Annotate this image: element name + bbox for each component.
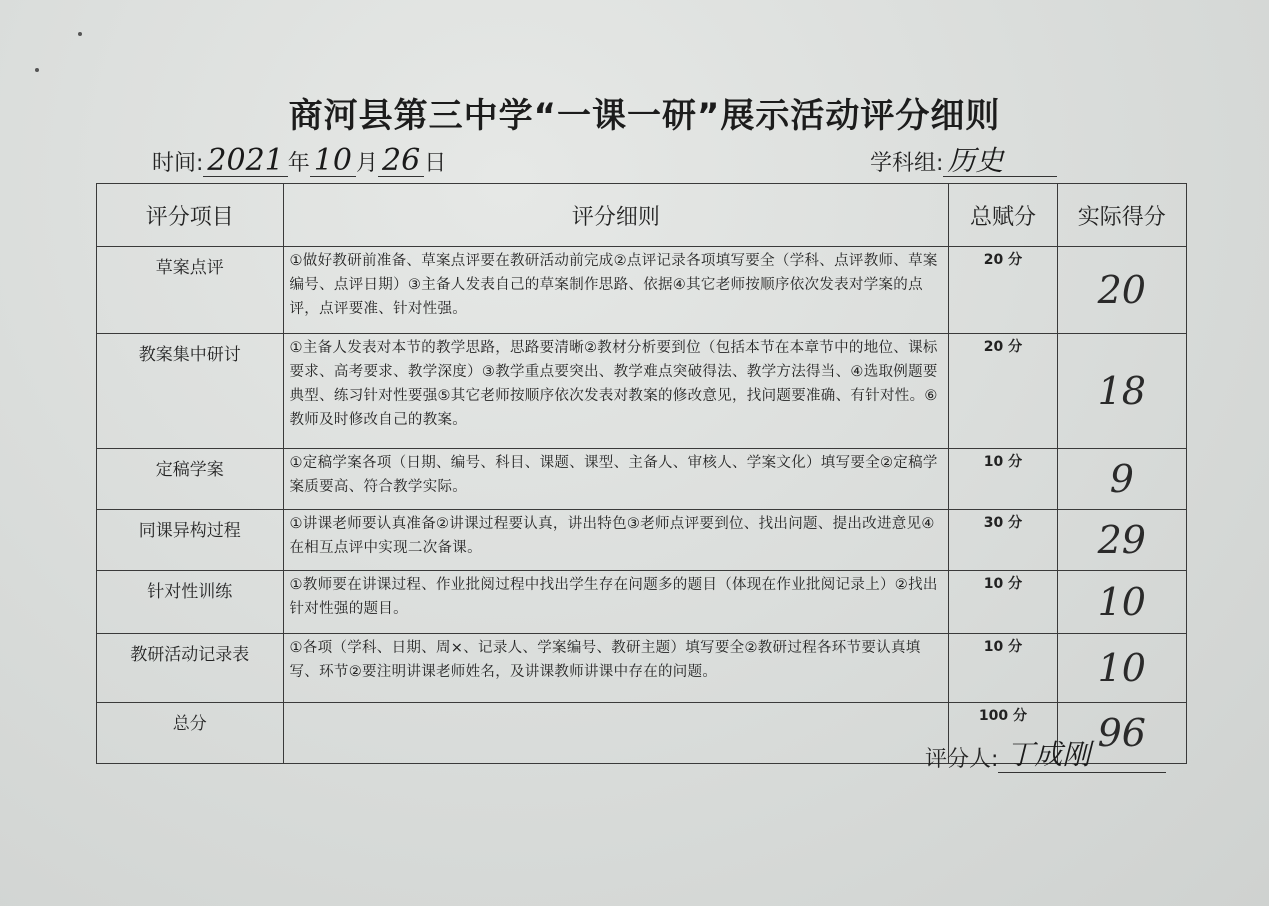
row-item: 教案集中研讨 [97, 334, 284, 449]
row-score: 10 [1057, 634, 1186, 703]
year-label: 年 [287, 151, 310, 176]
row-item: 草案点评 [97, 247, 284, 334]
grader-label: 评分人: [925, 747, 999, 772]
scoring-table [96, 183, 1187, 764]
paper-speck [35, 68, 39, 72]
row-points: 20 分 [949, 334, 1057, 449]
row-score: 18 [1057, 334, 1186, 449]
subject-label: 学科组: [870, 151, 944, 176]
table-row [97, 334, 1187, 449]
row-item: 针对性训练 [97, 571, 284, 634]
row-rule: ①主备人发表对本节的教学思路，思路要清晰②教材分析要到位（包括本节在本章节中的地位、课标要求、高考要求、教学深度）③教学重点要突出、教学难点突破得法、教学方法得当、④选取例题要典型、练习针对性要强⑤其它老师按顺序依次发表对教案的修改意见，找问题要准确、有针对性。⑥教师及时修改自己的教案。 [283, 334, 949, 449]
row-rule: ①讲课老师要认真准备②讲课过程要认真，讲出特色③老师点评要到位、找出问题、提出改进意见④在相互点评中实现二次备课。 [283, 510, 949, 571]
month-label: 月 [355, 151, 378, 176]
total-rule [283, 703, 949, 764]
row-rule: ①各项（学科、日期、周×、记录人、学案编号、教研主题）填写要全②教研过程各环节要认真填写、环节②要注明讲课老师姓名，及讲课教师讲课中存在的问题。 [283, 634, 949, 703]
row-score: 9 [1057, 449, 1186, 510]
row-points: 30 分 [949, 510, 1057, 571]
total-label: 总分 [97, 703, 284, 764]
paper-speck [78, 32, 82, 36]
table-row [97, 571, 1187, 634]
total-points: 100 分 [949, 703, 1057, 764]
table-row [97, 634, 1187, 703]
header-score: 实际得分 [1057, 184, 1186, 247]
header-item: 评分项目 [97, 184, 284, 247]
row-rule: ①做好教研前准备、草案点评要在教研活动前完成②点评记录各项填写要全（学科、点评教师、草案编号、点评日期）③主备人发表自己的草案制作思路、依据④其它老师按顺序依次发表对学案的点评，点评要准、针对性强。 [283, 247, 949, 334]
year-value: 2021 [203, 146, 287, 177]
table-row [97, 449, 1187, 510]
row-item: 定稿学案 [97, 449, 284, 510]
row-score: 29 [1057, 510, 1186, 571]
header-rule: 评分细则 [283, 184, 949, 247]
table-row [97, 247, 1187, 334]
subject-value: 历史 [943, 146, 1057, 177]
row-points: 20 分 [949, 247, 1057, 334]
header-points: 总赋分 [949, 184, 1057, 247]
document-title: 商河县第三中学“一课一研”展示活动评分细则 [288, 96, 1001, 136]
row-item: 同课异构过程 [97, 510, 284, 571]
row-rule: ①定稿学案各项（日期、编号、科目、课题、课型、主备人、审核人、学案文化）填写要全②定稿学案质要高、符合教学实际。 [283, 449, 949, 510]
row-points: 10 分 [949, 449, 1057, 510]
total-score: 96 [1057, 703, 1186, 764]
row-item: 教研活动记录表 [97, 634, 284, 703]
grader-line [925, 738, 1166, 773]
row-score: 20 [1057, 247, 1186, 334]
time-label: 时间: [152, 151, 204, 176]
day-label: 日 [424, 151, 447, 176]
row-points: 10 分 [949, 571, 1057, 634]
row-rule: ①教师要在讲课过程、作业批阅过程中找出学生存在问题多的题目（体现在作业批阅记录上）②找出针对性强的题目。 [283, 571, 949, 634]
table-header-row [97, 184, 1187, 247]
date-line [152, 143, 447, 178]
table-row [97, 510, 1187, 571]
subject-line [870, 146, 1057, 177]
month-value: 10 [310, 146, 356, 177]
day-value: 26 [378, 146, 424, 177]
row-points: 10 分 [949, 634, 1057, 703]
row-score: 10 [1057, 571, 1186, 634]
grader-signature: 丁成刚 [998, 738, 1166, 773]
